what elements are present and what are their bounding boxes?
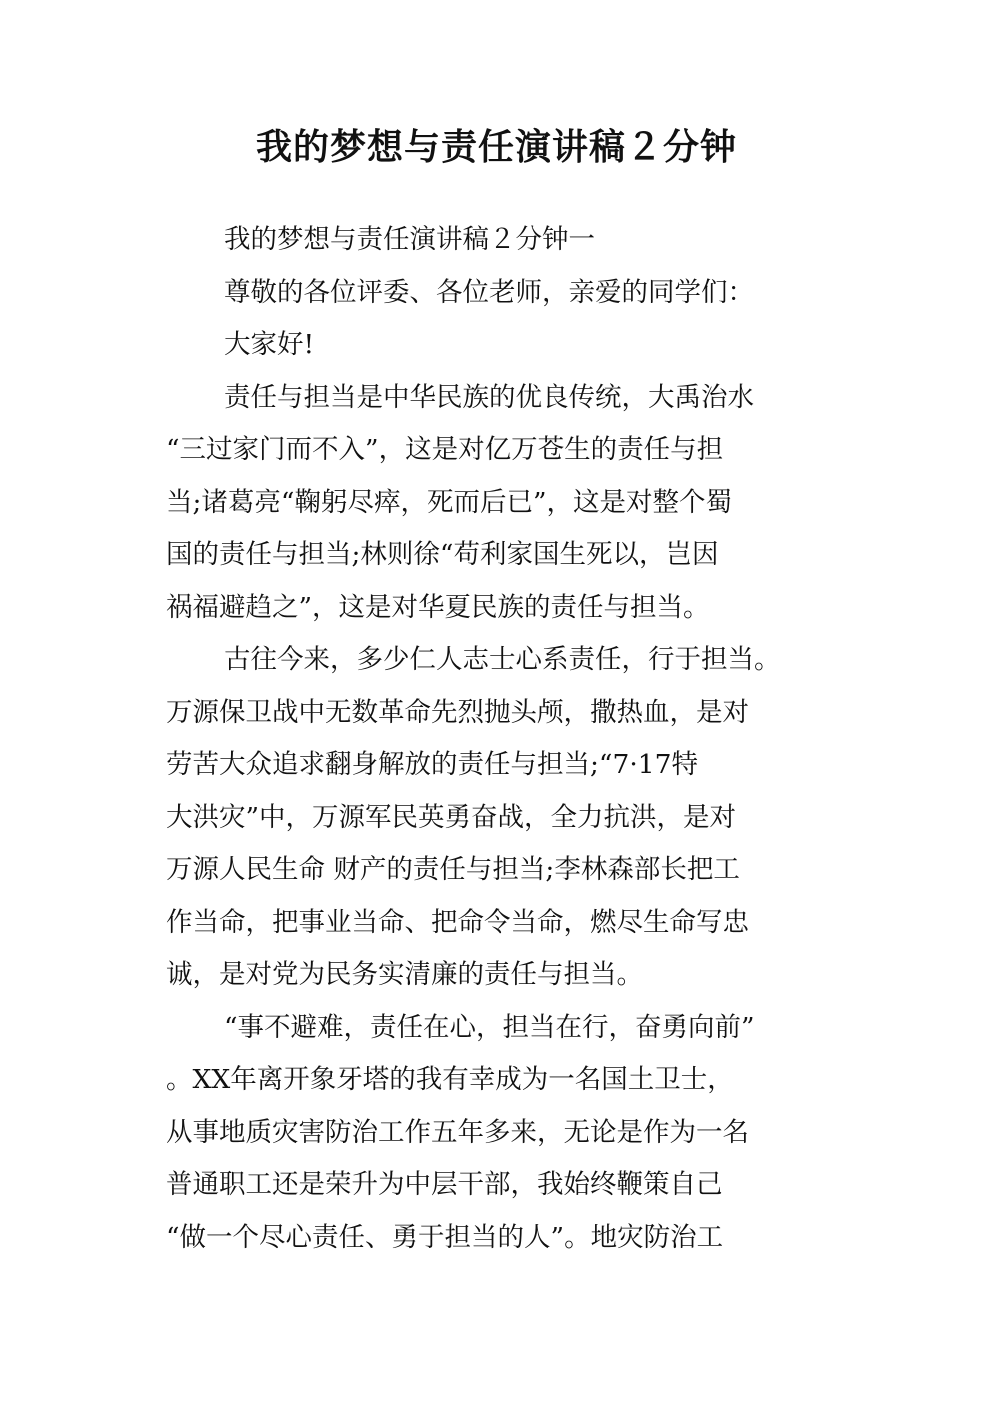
text-line: 普通职工还是荣升为中层干部，我始终鞭策自己 (166, 1169, 723, 1200)
document-body (166, 214, 846, 1264)
text-line: 作当命，把事业当命、把命令当命，燃尽生命写忠 (166, 906, 749, 938)
document-title: 我的梦想与责任演讲稿２分钟 (255, 127, 737, 168)
text-line: “事不避难，责任在心，担当在行，奋勇向前” (224, 1011, 755, 1043)
text-line: 尊敬的各位评委、各位老师，亲爱的同学们： (224, 276, 754, 308)
text-line: 当;诸葛亮“鞠躬尽瘁，死而后已”，这是对整个蜀 (166, 486, 733, 518)
text-line: 从事地质灾害防治工作五年多来，无论是作为一名 (166, 1116, 749, 1148)
text-line: 大家好! (224, 329, 315, 360)
text-line: 万源人民生命 财产的责任与担当;李林森部长把工 (166, 854, 740, 885)
text-line: 诚，是对党为民务实清廉的责任与担当。 (166, 959, 643, 990)
text-line: 万源保卫战中无数革命先烈抛头颅，撒热血，是对 (166, 696, 749, 728)
text-line: 国的责任与担当;林则徐“苟利家国生死以，岂因 (166, 539, 719, 570)
text-line: 大洪灾”中，万源军民英勇奋战，全力抗洪，是对 (166, 801, 737, 833)
text-line: 祸福避趋之”，这是对华夏民族的责任与担当。 (166, 591, 710, 623)
text-line: 责任与担当是中华民族的优良传统，大禹治水 (224, 381, 754, 413)
text-line: “做一个尽心责任、勇于担当的人”。地灾防治工 (166, 1221, 724, 1253)
text-line: 我的梦想与责任演讲稿２分钟一 (224, 224, 595, 255)
text-line: “三过家门而不入”，这是对亿万苍生的责任与担 (166, 434, 724, 465)
text-line: 。XX年离开象牙塔的我有幸成为一名国土卫士， (166, 1064, 734, 1095)
text-line: 古往今来，多少仁人志士心系责任，行于担当。 (224, 644, 781, 675)
text-line: 劳苦大众追求翻身解放的责任与担当;“7·17特 (166, 749, 698, 780)
